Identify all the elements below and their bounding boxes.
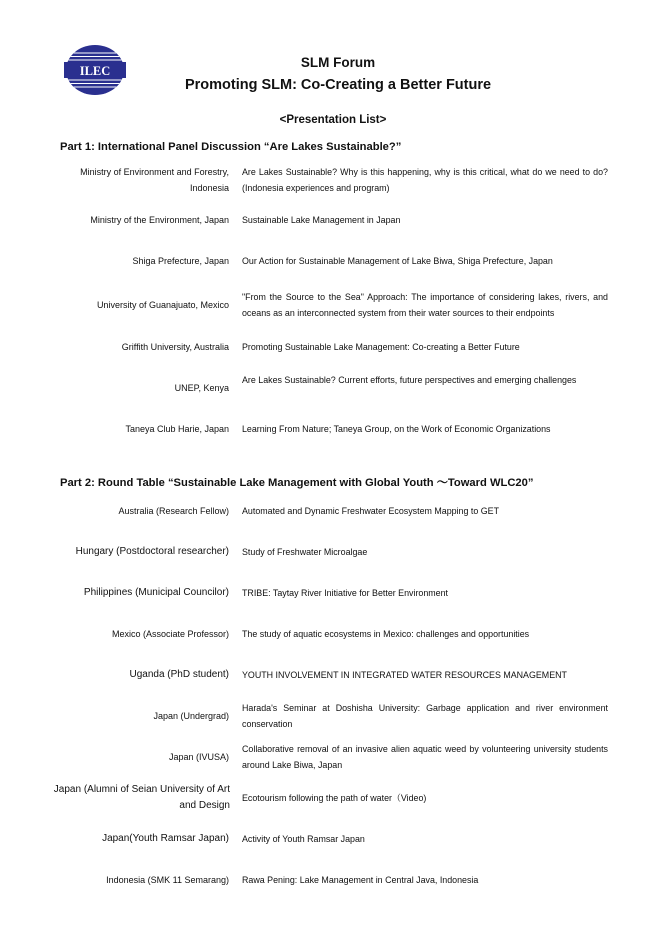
presenter-org: Griffith University, Australia (121, 342, 229, 352)
presenter-org: Philippines (Municipal Councilor) (83, 587, 229, 598)
presentation-title: Harada's Seminar at Doshisha University: Garbage application and river environment conservation (242, 703, 608, 729)
page-subtitle: Promoting SLM: Co-Creating a Better Future (184, 77, 492, 93)
presentation-list-label: <Presentation List> (279, 114, 387, 126)
presenter-org: Hungary (Postdoctoral researcher) (75, 546, 229, 557)
presentation-title: Collaborative removal of an invasive alien aquatic weed by volunteering university students around Lake Biwa, Japan (242, 744, 608, 770)
presentation-title: Our Action for Sustainable Management of Lake Biwa, Shiga Prefecture, Japan (242, 256, 553, 266)
presenter-org: Mexico (Associate Professor) (111, 629, 229, 639)
presentation-title: Automated and Dynamic Freshwater Ecosystem Mapping to GET (242, 506, 499, 516)
presenter-org: Uganda (PhD student) (129, 669, 229, 680)
presenter-org: Japan(Youth Ramsar Japan) (102, 833, 229, 844)
presentation-title: Ecotourism following the path of water（Video) (242, 793, 427, 803)
presenter-org: Taneya Club Harie, Japan (125, 424, 229, 434)
page-title: SLM Forum (300, 55, 376, 70)
presenter-org: University of Guanajuato, Mexico (96, 300, 229, 310)
presentation-title: Activity of Youth Ramsar Japan (242, 834, 365, 844)
part2-title: Part 2: Round Table “Sustainable Lake Management with Global Youth ～Toward WLC20” (60, 477, 534, 489)
presenter-org: Japan (IVUSA) (168, 752, 229, 762)
presentation-title: Are Lakes Sustainable? Why is this happening, why is this critical, what do we need to do? (Indonesia experiences and program) (242, 167, 608, 193)
presentation-title: Learning From Nature; Taneya Group, on the Work of Economic Organizations (242, 424, 551, 434)
presentation-title: Promoting Sustainable Lake Management: Co-creating a Better Future (242, 342, 520, 352)
presenter-org: Japan (Undergrad) (153, 711, 229, 721)
presenter-org: Ministry of the Environment, Japan (90, 215, 229, 225)
presentation-title: YOUTH INVOLVEMENT IN INTEGRATED WATER RESOURCES MANAGEMENT (242, 670, 567, 680)
logo-text: ILEC (79, 64, 111, 78)
presentation-title: Sustainable Lake Management in Japan (242, 215, 401, 225)
presentation-title: Study of Freshwater Microalgae (242, 547, 368, 557)
presenter-org: Shiga Prefecture, Japan (132, 256, 229, 266)
presenter-org: Indonesia (SMK 11 Semarang) (106, 875, 229, 885)
part1-title: Part 1: International Panel Discussion “Are Lakes Sustainable?” (60, 141, 402, 153)
presenter-org: Japan (Alumni of Seian University of Art and Design (53, 784, 230, 811)
presentation-title: The study of aquatic ecosystems in Mexico: challenges and opportunities (242, 629, 530, 639)
presenter-org: Australia (Research Fellow) (118, 506, 229, 516)
presentation-title: TRIBE: Taytay River Initiative for Better Environment (242, 588, 449, 598)
presentation-title: "From the Source to the Sea" Approach: The importance of considering lakes, rivers, and oceans as an interconnected system from their water sources to their endpoints (242, 292, 608, 318)
presentation-title: Are Lakes Sustainable? Current efforts, future perspectives and emerging challenges (242, 375, 577, 385)
presenter-org: UNEP, Kenya (174, 383, 229, 393)
presentation-title: Rawa Pening: Lake Management in Central Java, Indonesia (242, 875, 479, 885)
presenter-org: Ministry of Environment and Forestry, Indonesia (80, 167, 229, 193)
